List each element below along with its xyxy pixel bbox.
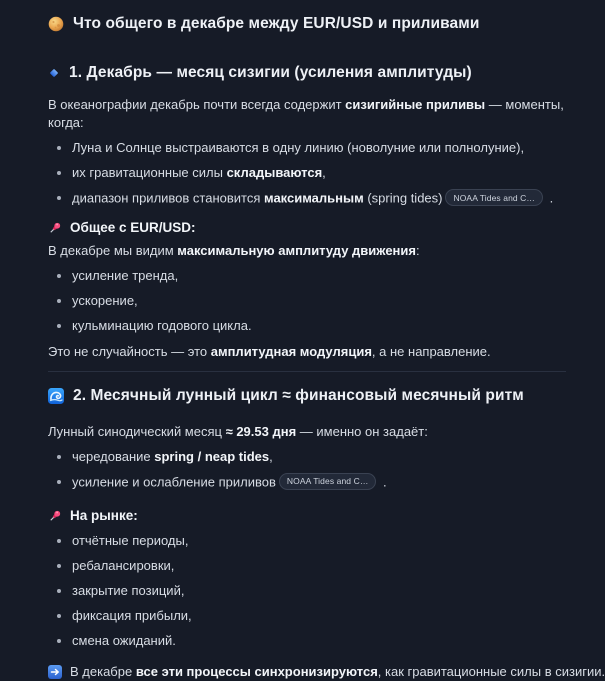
source-citation-badge[interactable]: NOAA Tides and C… [279,473,377,490]
list-item: ребалансировки, [48,557,566,575]
pin-heading-row [48,219,566,237]
section-1-conclusion: Это не случайность — это амплитудная модуляция, а не направление. [48,343,491,359]
list-item: смена ожиданий. [48,632,566,650]
water-wave-icon [48,388,64,404]
section-1-list-2 [48,267,566,335]
list-item: усиление и ослабление приливов NOAA Tides and C… . [48,473,566,492]
pushpin-icon [48,221,62,235]
list-item: диапазон приливов становится максимальным (spring tides) NOAA Tides and C… . [48,189,566,208]
message-title-row [48,13,566,35]
list-item: кульминацию годового цикла. [48,317,566,335]
pin-heading-row [48,507,566,525]
list-item: закрытие позиций, [48,582,566,600]
section-1-title: 1. Декабрь — месяц сизигии (усиления амплитуды) [69,64,472,81]
section-2-heading-row [48,385,566,407]
section-divider [48,371,566,372]
section-1-intro: В океанографии декабрь почти всегда содержит сизигийные приливы — моменты, когда: [48,97,564,130]
arrow-right-icon [48,665,62,679]
list-item: усиление тренда, [48,267,566,285]
section-1-list [48,139,566,208]
list-item: фиксация прибыли, [48,607,566,625]
list-item: ускорение, [48,292,566,310]
source-citation-badge[interactable]: NOAA Tides and C… [445,189,543,206]
section-2-intro: Лунный синодический месяц ≈ 29.53 дня — именно он задаёт: [48,423,428,439]
section-2-list-2 [48,532,566,650]
list-item: Луна и Солнце выстраиваются в одну линию (новолуние или полнолуние), [48,139,566,157]
full-moon-icon [48,16,64,32]
pin-heading: Общее с EUR/USD: [70,219,196,235]
page-title: Что общего в декабре между EUR/USD и приливами [73,15,480,32]
takeaway-text: В декабре все эти процессы синхронизируются, как гравитационные силы в сизигии. [70,664,605,679]
list-item: чередование spring / neap tides, [48,448,566,466]
takeaway-row [48,663,605,681]
section-2-list [48,448,566,492]
pin-heading: На рынке: [70,508,138,523]
section-1-heading-row [48,62,566,84]
pushpin-icon [48,509,62,523]
section-2-title: 2. Месячный лунный цикл ≈ финансовый месячный ритм [73,386,524,404]
list-item: их гравитационные силы складываются, [48,164,566,182]
section-1-paragraph: В декабре мы видим максимальную амплитуду движения: [48,242,420,258]
blue-diamond-icon [48,67,60,79]
list-item: отчётные периоды, [48,532,566,550]
